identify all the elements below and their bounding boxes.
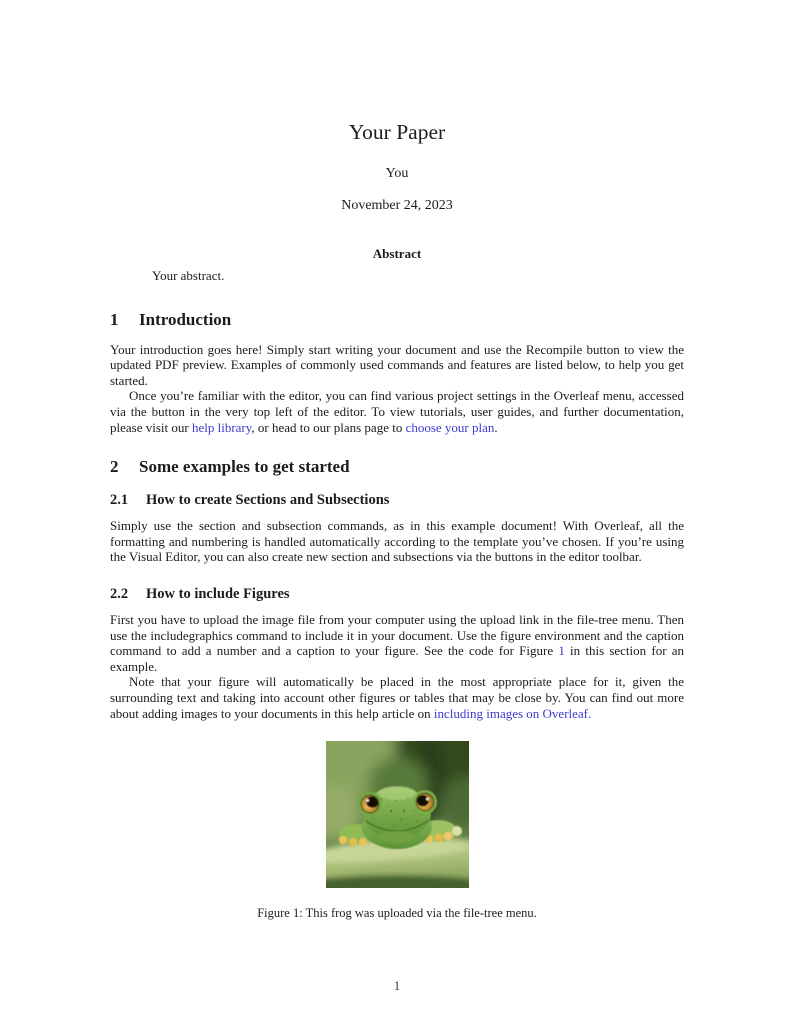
text-run: Your introduction goes here! Simply start writing your document and use the Recompile button to view the updated PDF preview. Examples of commonly used commands and features are listed below, to help you get started. xyxy=(110,341,684,388)
section-2-heading xyxy=(110,456,684,477)
text-run: Note that your figure will automatically be placed in the most appropriate place for it, given the surrounding text and taking into account other figures or tables that may be close by. You can find out more about adding images to your documents in this help article on xyxy=(110,674,684,721)
subsection-2-2-heading xyxy=(110,585,684,603)
figure-1-caption: Figure 1: This frog was uploaded via the file-tree menu. xyxy=(257,906,537,921)
figure-1-ref-link[interactable]: 1 xyxy=(558,643,565,659)
abstract-section xyxy=(135,246,659,284)
paragraph xyxy=(110,674,684,721)
including-images-link[interactable]: including images on Overleaf. xyxy=(433,705,592,721)
title-block xyxy=(0,0,794,214)
paper-author: You xyxy=(385,166,409,181)
text-run: . xyxy=(494,419,498,435)
paragraph xyxy=(110,388,684,435)
section-1-heading xyxy=(110,309,684,330)
frog-photo xyxy=(326,741,469,888)
paper-title: Your Paper xyxy=(348,120,446,144)
frog-image xyxy=(326,741,469,888)
paragraph xyxy=(110,612,684,674)
subsection-2-1-title: How to create Sections and Subsections xyxy=(146,492,390,509)
section-2-title: Some examples to get started xyxy=(139,457,350,477)
section-1-title: Introduction xyxy=(139,309,232,329)
subsection-2-1-number: 2.1 xyxy=(110,492,129,509)
figure-1 xyxy=(110,741,684,921)
subsection-2-1-heading xyxy=(110,491,684,509)
paper-date: November 24, 2023 xyxy=(341,198,453,213)
text-run: First you have to upload the image file from your computer using the upload link in the file-tree menu. Then use the includegraphics command to include it in your document. Use the figure environment and the caption command to add a number and a caption to your figure. See the code for Figure xyxy=(110,611,684,659)
page-number: 1 xyxy=(393,979,401,993)
subsection-2-2-title: How to include Figures xyxy=(146,585,290,602)
section-1-number: 1 xyxy=(110,309,119,329)
help-library-link[interactable]: help library xyxy=(191,419,252,435)
paragraph xyxy=(110,342,684,389)
text-run: , or head to our plans page to xyxy=(251,419,406,435)
document-body xyxy=(110,309,684,922)
text-run: in this section for an example. xyxy=(110,643,685,674)
abstract-text: Your abstract. xyxy=(152,268,225,283)
text-run: Once you’re familiar with the editor, you can find various project settings in the Overleaf menu, accessed via the button in the very top left of the editor. To view tutorials, user guides, and further documentation, please visit our xyxy=(110,388,684,435)
abstract-heading: Abstract xyxy=(372,246,422,261)
section-2-number: 2 xyxy=(110,457,119,477)
paragraph xyxy=(110,518,684,565)
subsection-2-2-number: 2.2 xyxy=(110,585,129,602)
choose-your-plan-link[interactable]: choose your plan xyxy=(405,419,495,435)
text-run: Simply use the section and subsection commands, as in this example document! With Overleaf, all the formatting and numbering is handled automatically according to the template you’ve chosen. If you’re using the Visual Editor, you can also create new section and subsections via the buttons in the editor toolbar. xyxy=(110,518,684,565)
